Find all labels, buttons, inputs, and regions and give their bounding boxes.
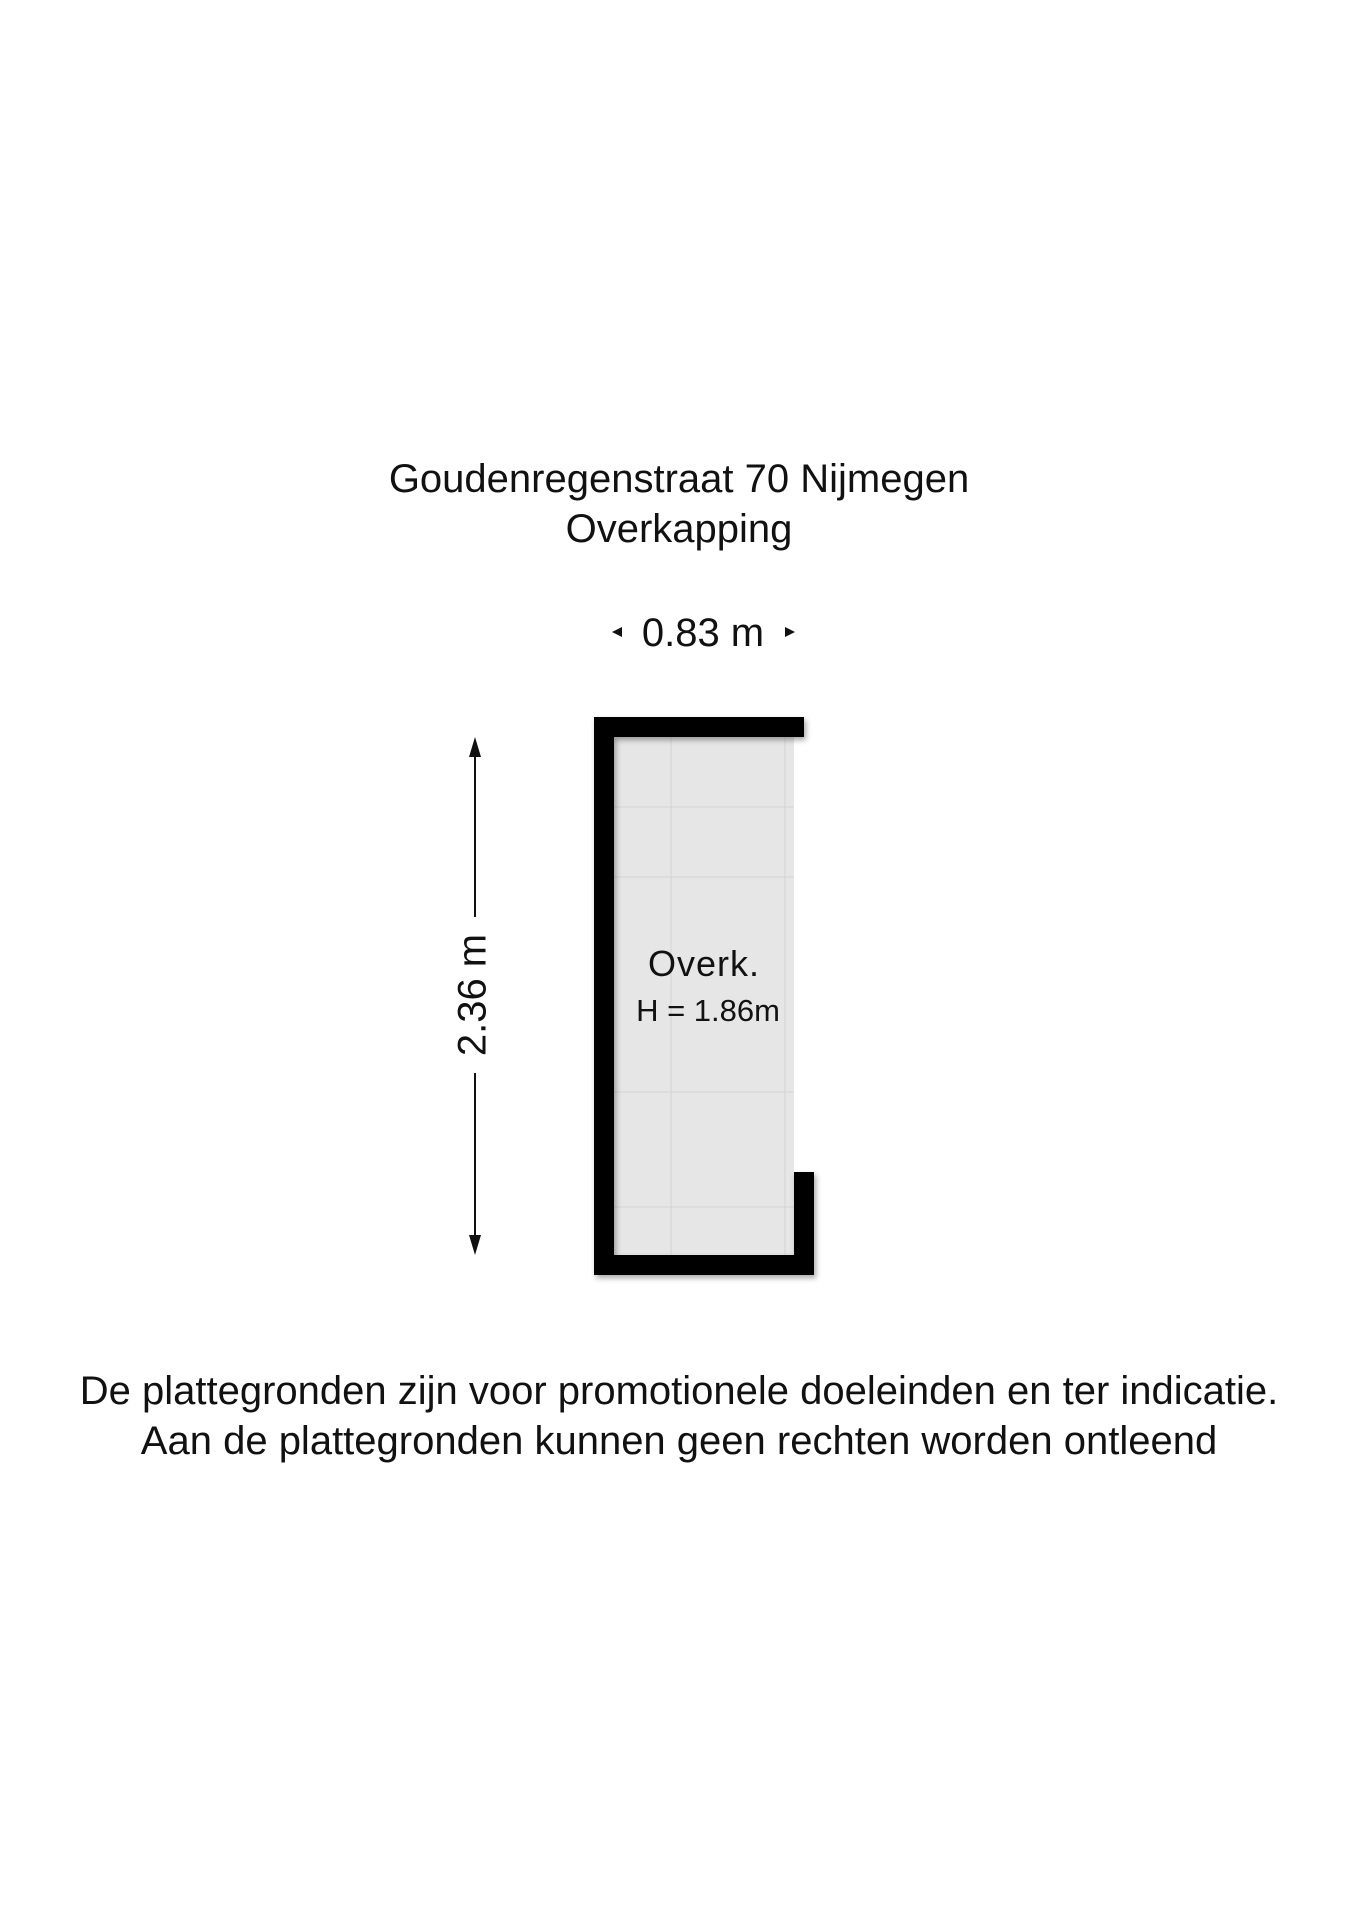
arrow-up-icon <box>469 737 481 757</box>
floor-title: Overkapping <box>565 507 793 551</box>
width-label: 0.83 m <box>641 611 765 655</box>
room-ceiling-height: H = 1.86m <box>636 993 780 1028</box>
address-title: Goudenregenstraat 70 Nijmegen <box>388 457 970 501</box>
height-dimension <box>451 737 495 1255</box>
arrow-down-icon <box>469 1235 481 1255</box>
disclaimer-line-2: Aan de plattegronden kunnen geen rechten worden ontleend <box>140 1419 1218 1463</box>
room-name: Overk. <box>647 943 761 984</box>
arrow-right-icon <box>785 627 795 637</box>
width-dimension <box>612 611 795 655</box>
height-label: 2.36 m <box>450 933 495 1057</box>
arrow-left-icon <box>612 627 622 637</box>
disclaimer-line-1: De plattegronden zijn voor promotionele doeleinden en ter indicatie. <box>79 1369 1279 1413</box>
